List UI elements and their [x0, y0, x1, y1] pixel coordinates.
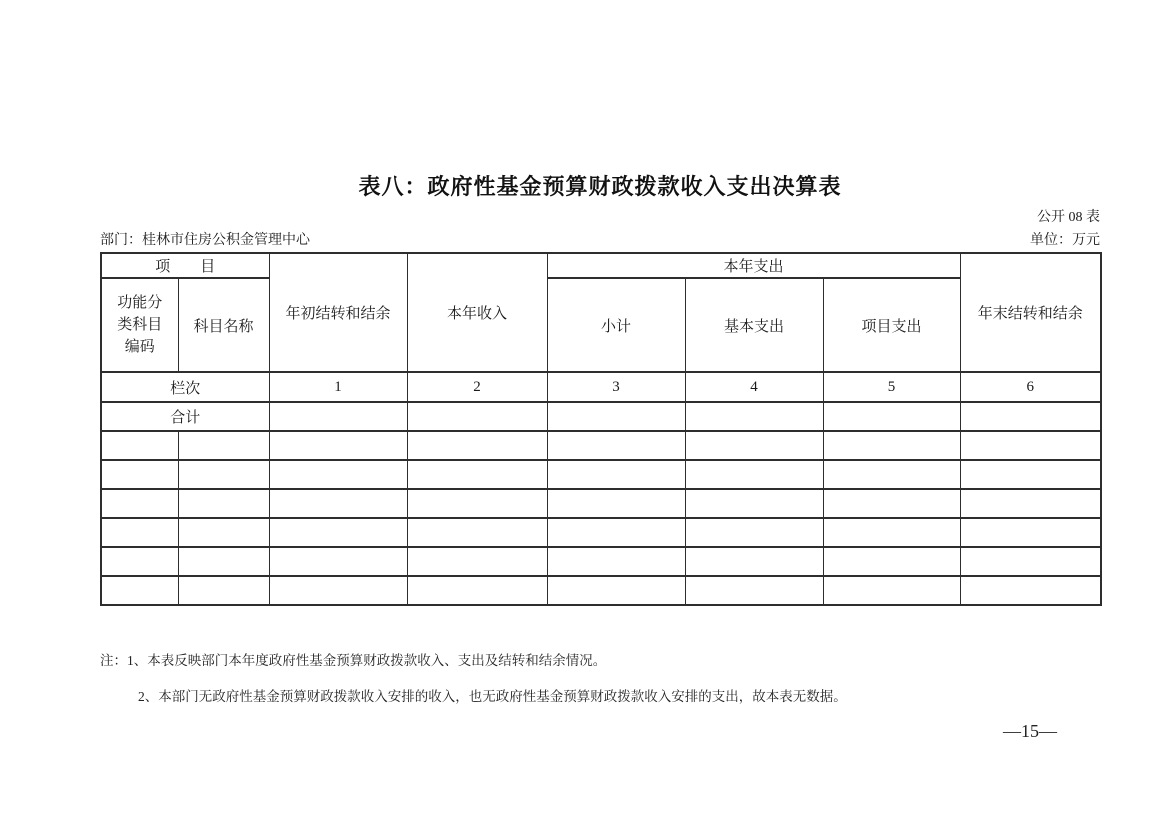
- cell-begin-balance: [269, 518, 407, 547]
- cell-func-code: [101, 576, 178, 605]
- cell-project-expense: [823, 576, 960, 605]
- cell-func-code: [101, 518, 178, 547]
- cell-current-income: [407, 547, 547, 576]
- note-line-1: 注：1、本表反映部门本年度政府性基金预算财政拨款收入、支出及结转和结余情况。: [100, 653, 607, 668]
- total-value-2: [407, 402, 547, 431]
- cell-begin-balance: [269, 547, 407, 576]
- page-title: 表八：政府性基金预算财政拨款收入支出决算表: [358, 174, 842, 199]
- cell-begin-balance: [269, 431, 407, 460]
- cell-current-income: [407, 460, 547, 489]
- cell-basic-expense: [685, 547, 823, 576]
- header-func-code: 功能分类科目编码: [101, 278, 178, 372]
- note-line-2: 2、本部门无政府性基金预算财政拨款收入安排的收入，也无政府性基金预算财政拨款收入安排的支出，故本表无数据。: [138, 689, 847, 704]
- header-current-income: 本年收入: [407, 253, 547, 372]
- header-end-balance: 年末结转和结余: [960, 253, 1101, 372]
- cell-subtotal: [547, 576, 685, 605]
- cell-basic-expense: [685, 431, 823, 460]
- cell-subject-name: [178, 489, 269, 518]
- cell-subject-name: [178, 431, 269, 460]
- cell-basic-expense: [685, 489, 823, 518]
- header-subject-name: 科目名称: [178, 278, 269, 372]
- cell-current-income: [407, 489, 547, 518]
- column-index-1: 1: [269, 372, 407, 402]
- total-value-6: [960, 402, 1101, 431]
- cell-end-balance: [960, 547, 1101, 576]
- table-notes: [100, 649, 1120, 705]
- cell-begin-balance: [269, 489, 407, 518]
- cell-current-income: [407, 431, 547, 460]
- header-row-2: [101, 278, 1101, 372]
- meta-row: [100, 229, 1100, 249]
- department-label: 部门：桂林市住房公积金管理中心: [100, 233, 310, 248]
- total-value-1: [269, 402, 407, 431]
- page-number: —15—: [1003, 721, 1057, 741]
- cell-subject-name: [178, 518, 269, 547]
- cell-subtotal: [547, 489, 685, 518]
- cell-end-balance: [960, 489, 1101, 518]
- cell-subject-name: [178, 576, 269, 605]
- cell-project-expense: [823, 547, 960, 576]
- cell-basic-expense: [685, 460, 823, 489]
- cell-basic-expense: [685, 518, 823, 547]
- header-subtotal: 小计: [547, 278, 685, 372]
- cell-current-income: [407, 518, 547, 547]
- cell-end-balance: [960, 576, 1101, 605]
- column-index-5: 5: [823, 372, 960, 402]
- cell-func-code: [101, 547, 178, 576]
- total-row: [101, 402, 1101, 431]
- cell-func-code: [101, 489, 178, 518]
- column-index-6: 6: [960, 372, 1101, 402]
- cell-subtotal: [547, 460, 685, 489]
- cell-end-balance: [960, 460, 1101, 489]
- cell-project-expense: [823, 431, 960, 460]
- total-value-3: [547, 402, 685, 431]
- empty-data-row: [101, 547, 1101, 576]
- cell-subtotal: [547, 547, 685, 576]
- total-value-4: [685, 402, 823, 431]
- column-index-2: 2: [407, 372, 547, 402]
- cell-end-balance: [960, 431, 1101, 460]
- header-current-expense-group: 本年支出: [547, 253, 960, 278]
- cell-basic-expense: [685, 576, 823, 605]
- fund-budget-table: [100, 252, 1102, 606]
- cell-subtotal: [547, 518, 685, 547]
- total-label: 合计: [101, 402, 269, 431]
- total-value-5: [823, 402, 960, 431]
- column-index-4: 4: [685, 372, 823, 402]
- header-row-1: [101, 253, 1101, 278]
- empty-data-row: [101, 460, 1101, 489]
- cell-begin-balance: [269, 576, 407, 605]
- cell-subject-name: [178, 460, 269, 489]
- cell-func-code: [101, 460, 178, 489]
- cell-project-expense: [823, 489, 960, 518]
- column-index-row: [101, 372, 1101, 402]
- empty-data-row: [101, 489, 1101, 518]
- form-code-label: 公开 08 表: [1037, 210, 1100, 225]
- cell-func-code: [101, 431, 178, 460]
- cell-project-expense: [823, 518, 960, 547]
- cell-end-balance: [960, 518, 1101, 547]
- cell-project-expense: [823, 460, 960, 489]
- header-begin-balance: 年初结转和结余: [269, 253, 407, 372]
- header-basic-expense: 基本支出: [685, 278, 823, 372]
- column-index-label: 栏次: [101, 372, 269, 402]
- empty-data-row: [101, 576, 1101, 605]
- empty-data-row: [101, 518, 1101, 547]
- cell-begin-balance: [269, 460, 407, 489]
- cell-subtotal: [547, 431, 685, 460]
- empty-data-row: [101, 431, 1101, 460]
- cell-subject-name: [178, 547, 269, 576]
- unit-label: 单位：万元: [1030, 233, 1100, 248]
- cell-current-income: [407, 576, 547, 605]
- header-project-expense: 项目支出: [823, 278, 960, 372]
- header-item-group: 项 目: [101, 253, 269, 278]
- column-index-3: 3: [547, 372, 685, 402]
